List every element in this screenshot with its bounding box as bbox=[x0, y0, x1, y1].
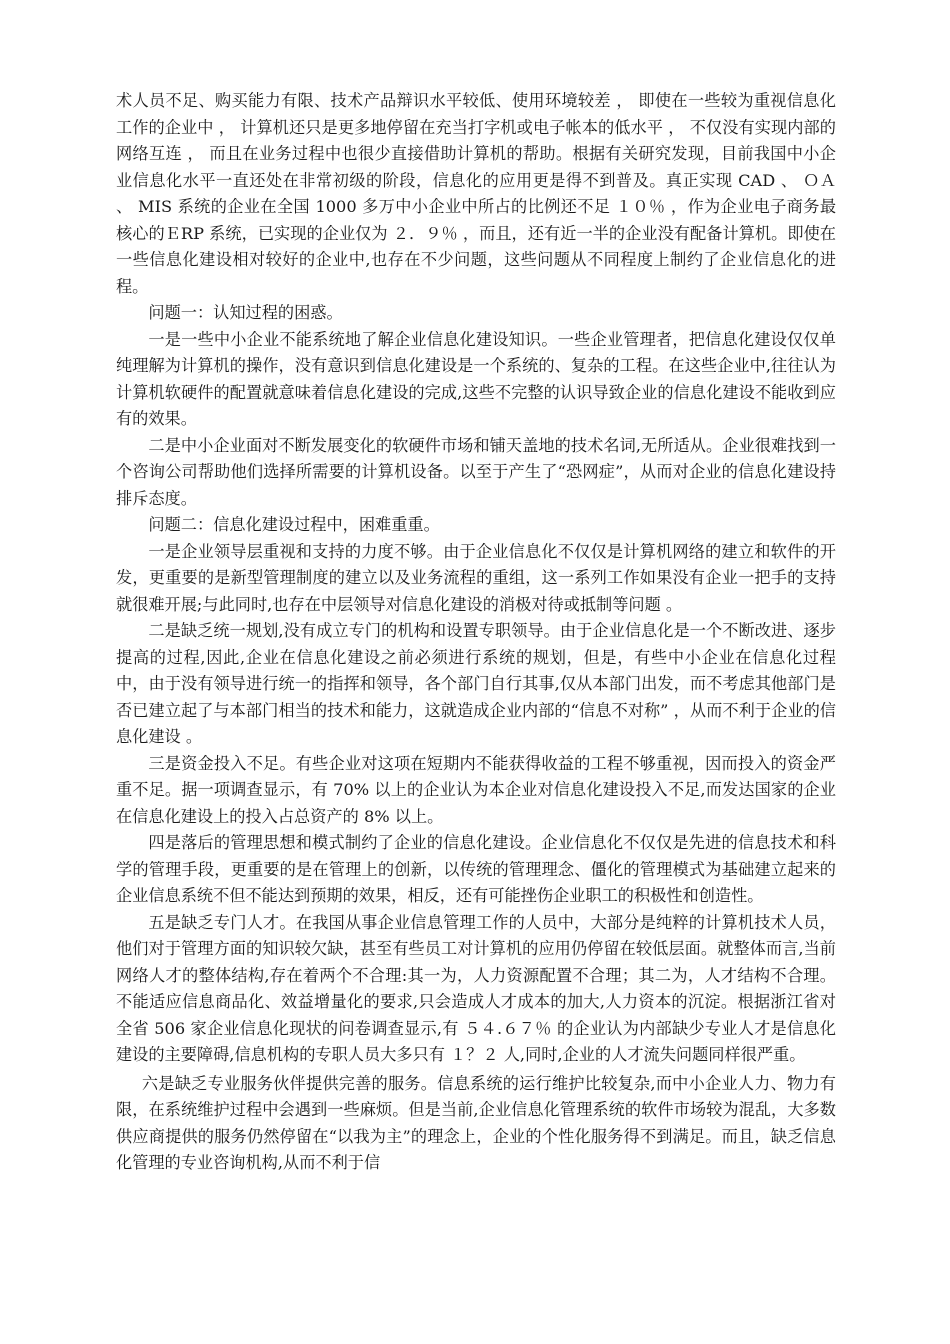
paragraph-problem-one-point-one: 一是一些中小企业不能系统地了解企业信息化建设知识。一些企业管理者，把信息化建设仅仅单纯理解为计算机的操作，没有意识到信息化建设是一个系统的、复杂的工程。在这些企业中,往往认为计算机软硬件的配置就意味着信息化建设的完成,这些不完整的认识导致企业的信息化建设不能收到应有的效果。 bbox=[116, 329, 836, 428]
paragraph-problem-two-point-one: 一是企业领导层重视和支持的力度不够。由于企业信息化不仅仅是计算机网络的建立和软件的开发，更重要的是新型管理制度的建立以及业务流程的重组，这一系列工作如果没有企业一把手的支持就很难开展;与此同时,也存在中层领导对信息化建设的消极对待或抵制等问题 。 bbox=[116, 541, 836, 614]
heading-problem-one: 问题一：认知过程的困惑。 bbox=[148, 303, 343, 322]
paragraph-problem-two-point-two: 二是缺乏统一规划,没有成立专门的机构和设置专职领导。由于企业信息化是一个不断改进、逐步提高的过程,因此,企业在信息化建设之前必须进行系统的规划，但是，有些中小企业在信息化过程中，由于没有领导进行统一的指挥和领导，各个部门自行其事,仅从本部门出发，而不考虑其他部门是否已建立起了与本部门相当的技术和能力，这就造成企业内部的“信息不对称” ，从而不利于企业的信息化建设 。 bbox=[116, 621, 836, 746]
heading-problem-two: 问题二：信息化建设过程中，困难重重。 bbox=[148, 515, 440, 534]
document-page bbox=[116, 88, 836, 1177]
paragraph-problem-two-point-five: 五是缺乏专门人才。在我国从事企业信息管理工作的人员中，大部分是纯粹的计算机技术人员，他们对于管理方面的知识较欠缺，甚至有些员工对计算机的应用仍停留在较低层面。就整体而言,当前网络人才的整体结构,存在着两个不合理:其一为，人力资源配置不合理；其二为，人才结构不合理。不能适应信息商品化、效益增量化的要求,只会造成人才成本的加大,人力资本的沉淀。根据浙江省对全省 506 家企业信息化现状的问卷调查显示,有 ５４.６７％ 的企业认为内部缺少专业人才是信息化建设的主要障碍,信息机构的专职人员大多只有 １？２ 人,同时,企业的人才流失问题同样很严重。 bbox=[116, 912, 836, 1064]
paragraph-problem-two-point-four: 四是落后的管理思想和模式制约了企业的信息化建设。企业信息化不仅仅是先进的信息技术和科学的管理手段，更重要的是在管理上的创新，以传统的管理理念、僵化的管理模式为基础建立起来的企业信息系统不但不能达到预期的效果，相反，还有可能挫伤企业职工的积极性和创造性。 bbox=[116, 833, 836, 905]
paragraph-problem-two-point-six: 六是缺乏专业服务伙伴提供完善的服务。信息系统的运行维护比较复杂,而中小企业人力、物力有限，在系统维护过程中会遇到一些麻烦。但是当前,企业信息化管理系统的软件市场较为混乱，大多数供应商提供的服务仍然停留在“以我为主”的理念上，企业的个性化服务得不到满足。而且，缺乏信息化管理的专业咨询机构,从而不利于信 bbox=[116, 1073, 836, 1172]
paragraph-intro: 术人员不足、购买能力有限、技术产品辩识水平较低、使用环境较差 ， 即使在一些较为重视信息化工作的企业中 ， 计算机还只是更多地停留在充当打字机或电子帐本的低水平 ， 不仅没有实现内部的网络互连 ， 而且在业务过程中也很少直接借助计算机的帮助。根据有关研究发现，目前我国中小企业信息化水平一直还处在非常初级的阶段，信息化的应用更是得不到普及。真正实现 CAD 、 ＯＡ 、 MIS 系统的企业在全国 1000 多万中小企业中所占的比例还不足 １０％ ，作为企业电子商务最核心的ＥRP 系统，已实现的企业仅为 ２．９％ ，而且，还有近一半的企业没有配备计算机。即使在一些信息化建设相对较好的企业中,也存在不少问题，这些问题从不同程度上制约了企业信息化的进程。 bbox=[116, 91, 836, 296]
paragraph-problem-one-point-two: 二是中小企业面对不断发展变化的软硬件市场和铺天盖地的技术名词,无所适从。企业很难找到一个咨询公司帮助他们选择所需要的计算机设备。以至于产生了“恐网症”，从而对企业的信息化建设持排斥态度。 bbox=[116, 435, 836, 508]
paragraph-problem-two-point-three: 三是资金投入不足。有些企业对这项在短期内不能获得收益的工程不够重视，因而投入的资金严重不足。据一项调查显示，有 70% 以上的企业认为本企业对信息化建设投入不足,而发达国家的企业在信息化建设上的投入占总资产的 8% 以上。 bbox=[116, 753, 836, 826]
